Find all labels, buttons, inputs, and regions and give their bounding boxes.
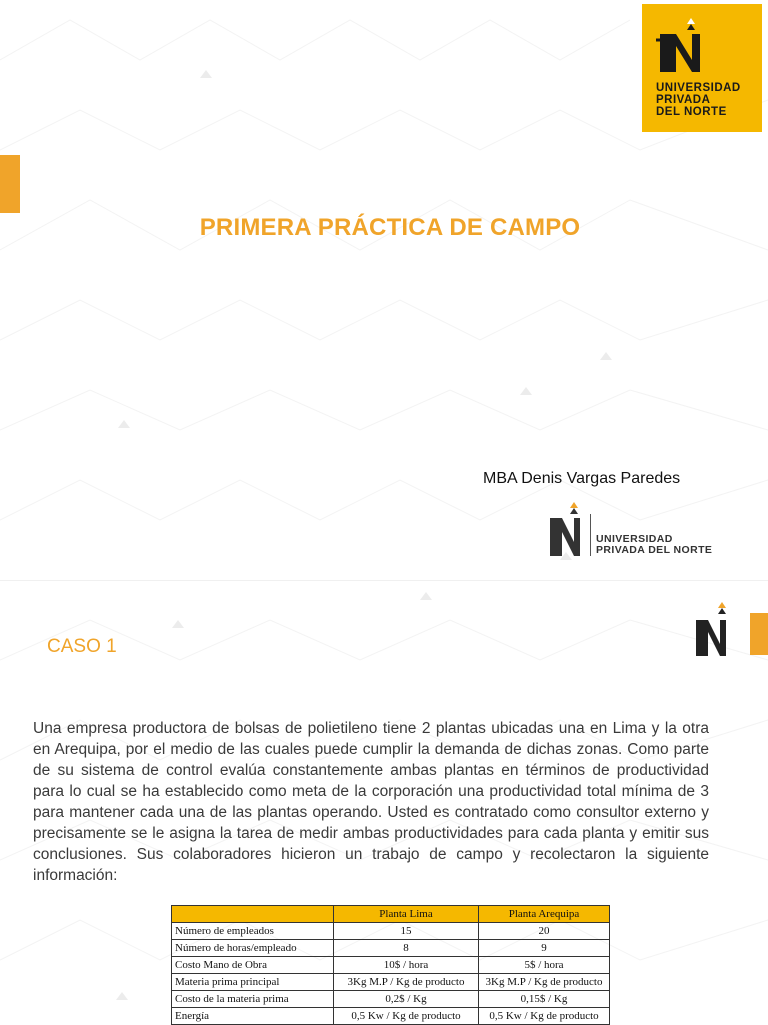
table-cell: 0,15$ / Kg	[479, 991, 610, 1008]
table-cell: Número de empleados	[172, 923, 334, 940]
table-cell: Energía	[172, 1008, 334, 1025]
n-logo-icon	[652, 14, 712, 78]
table-row	[172, 974, 610, 991]
table-header-cell: Planta Arequipa	[479, 906, 610, 923]
accent-bar	[750, 613, 768, 655]
table-cell: 3Kg M.P / Kg de producto	[334, 974, 479, 991]
table-cell: 5$ / hora	[479, 957, 610, 974]
table-row	[172, 957, 610, 974]
logo-text-line: PRIVADA DEL NORTE	[596, 544, 713, 556]
table-header-row	[172, 906, 610, 923]
n-logo-icon	[548, 498, 588, 560]
table-cell: Número de horas/empleado	[172, 940, 334, 957]
table-row	[172, 923, 610, 940]
table-cell: 0,2$ / Kg	[334, 991, 479, 1008]
case-heading: CASO 1	[47, 636, 117, 657]
table-cell: Costo de la materia prima	[172, 991, 334, 1008]
slide-title: PRIMERA PRÁCTICA DE CAMPO	[199, 214, 581, 241]
slide-divider	[0, 580, 768, 581]
table-cell: Materia prima principal	[172, 974, 334, 991]
university-logo	[642, 4, 762, 132]
table-row	[172, 991, 610, 1008]
university-logo-small	[548, 498, 713, 565]
data-table	[171, 905, 610, 1025]
author-name: MBA Denis Vargas Paredes	[483, 470, 681, 487]
table-cell: 15	[334, 923, 479, 940]
logo-text-line: UNIVERSIDAD	[596, 533, 673, 545]
logo-separator	[590, 514, 591, 556]
table-cell: 10$ / hora	[334, 957, 479, 974]
logo-text-line: DEL NORTE	[656, 106, 727, 118]
table-cell: 3Kg M.P / Kg de producto	[479, 974, 610, 991]
table-cell: 8	[334, 940, 479, 957]
accent-bar	[0, 155, 20, 213]
table-row	[172, 940, 610, 957]
logo-text-line: PRIVADA	[656, 94, 711, 106]
logo-text-line: UNIVERSIDAD	[656, 82, 741, 94]
table-cell: Costo Mano de Obra	[172, 957, 334, 974]
table-cell: 0,5 Kw / Kg de producto	[334, 1008, 479, 1025]
table-cell: 9	[479, 940, 610, 957]
table-header-cell	[172, 906, 334, 923]
table-cell: 20	[479, 923, 610, 940]
table-header-cell: Planta Lima	[334, 906, 479, 923]
n-logo-icon	[692, 600, 732, 660]
table-cell: 0,5 Kw / Kg de producto	[479, 1008, 610, 1025]
table-row	[172, 1008, 610, 1025]
case-description: Una empresa productora de bolsas de polietileno tiene 2 plantas ubicadas una en Lima y la otra en Arequipa, por el medio de las cuales puede cumplir la demanda de dichas zonas. Como parte de su sistema de control evalúa constantemente ambas plantas en términos de productividad para lo cual se ha establecido como meta de la corporación una productividad total mínima de 3 para mantener cada una de las plantas operando. Usted es contratado como consultor externo y precisamente se le asigna la tarea de medir ambas productividades para cada planta y emitir sus conclusiones. Sus colaboradores hicieron un trabajo de campo y recolectaron la siguiente información:	[33, 720, 709, 884]
